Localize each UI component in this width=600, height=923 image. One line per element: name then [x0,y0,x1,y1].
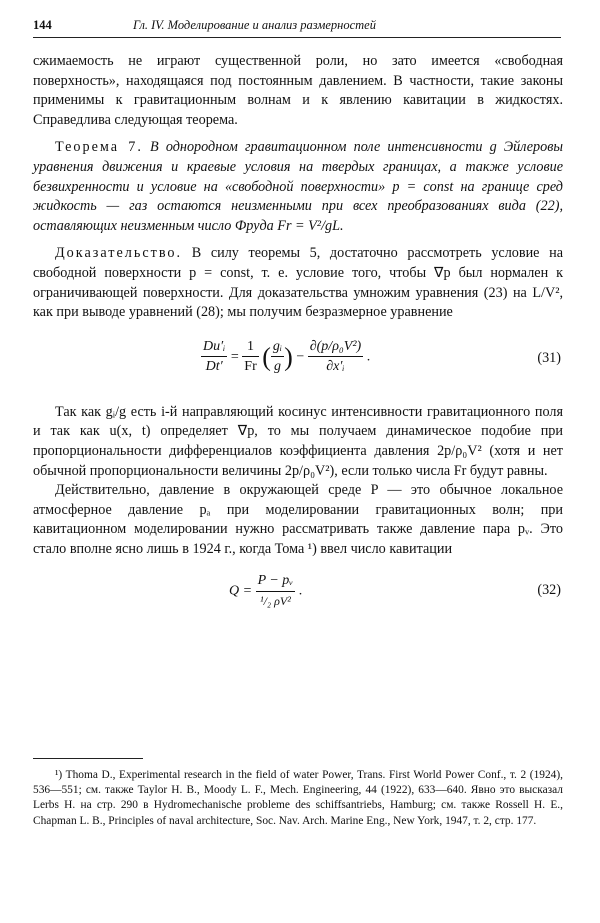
equation-number-32: (32) [537,582,561,599]
running-title: Гл. IV. Моделирование и анализ размерностей [133,18,376,32]
equation-32: Q = $\frac{\text{P − pᵥ}}{\text{¹/₂ ρV²}}$ . (32) [33,567,563,615]
eq31-pressure-denominator: ∂x′ᵢ [326,359,345,375]
eq31-pressure-numerator: ∂(p/ρ₀V²) [308,337,363,358]
proof-label: Доказательство. [55,245,183,262]
page-number: 144 [33,18,52,32]
running-header [33,18,561,38]
theorem-7 [33,138,563,236]
eq31-lhs-denominator: Dt′ [205,359,223,375]
eq31-g-numerator: gᵢ [271,337,284,358]
proof-text: В силу теоремы 5, достаточно рассмотреть условие на свободной поверхности p = const, т. е. условие того, чтобы ∇p был нормален к ограничивающей поверхности. Для доказательства умножим уравнения (23) на L/V², как при выводе уравнений (28); мы получим безразмерное уравнение [33,245,563,321]
eq32-lhs: Q = [229,583,253,599]
eq31-one: 1 [242,337,258,358]
theorem-text: В однородном гравитационном поле интенсивности g Эйлеровы уравнения движения и краевые условия на твердых границах, а также условие безвихренности и условие на «свободной поверхности» p = const на границе сред жидкость — газ остаются неизменными при всех преобразованиях вида (22), оставляющих неизменным число Фруда Fr = V²/gL. [33,139,563,234]
equation-number-31: (31) [537,349,561,366]
paragraph-intro: сжимаемость не играют существенной роли, но зато имеется «свободная поверхность», находящаяся под постоянным давлением. В частности, такие законы применимы к гравитационным волнам и к явлению кавитации в жидкостях. Справедлива следующая теорема. [33,53,563,128]
eq32-denominator: ¹/₂ ρV² [260,594,291,609]
main-text [33,52,563,619]
eq31-lhs-numerator: Du′ᵢ [201,337,227,358]
theorem-label: Теорема 7. [55,139,143,156]
eq31-g-denominator: g [274,359,282,375]
paragraph-similarity: Так как gᵢ/g есть i-й направляющий косинус интенсивности гравитационного поля и так как u(x, t) определяет ∇p, то мы получаем динамическое подобие при пропорциональности дифференциалов коэффициента давления 2p/ρ₀V² (хотя и нет обычной пропорциональности величины 2p/ρ₀V²), если только числа Fr будут равны. [33,403,563,479]
eq31-froude: Fr [244,359,257,375]
footnote: ¹) Thoma D., Experimental research in the field of water Power, Trans. First World Power Conf., т. 2 (1924), 536—551; см. также Taylor H. B., Moody L. F., Mech. Engineering, 44 (1922), 633—640. Явно это высказал Lerbs H. на стр. 290 в Hydromechanische probleme des schiffsantriebs, Hamburg; см. также Rossell H. E., Chapman L. B., Principles of naval architecture, Soc. Nav. Arch. Marine Eng., New York, 1947, т. 2, стр. 177. [33,769,563,827]
eq32-numerator: P − pᵥ [256,571,296,592]
paragraph-cavitation: Действительно, давление в окружающей среде P — это обычное локальное атмосферное давление pₐ при моделировании гравитационных волн; при кавитационном моделировании нужно рассматривать также давление пара pᵥ. Это стало вполне ясно лишь в 1924 г., когда Тома ¹) ввел число кавитации [33,482,563,557]
equation-31: $\frac{\text{Du′ᵢ}}{Dt'}$ = $\frac{1}{Fr}$ ( $\frac{\text{gᵢ}}{g}$ ) − $\frac{\text{∂(p/ρ₀V²)}}{\text{∂x′ᵢ}}$ . (31) [33,331,563,389]
proof [33,244,563,322]
footnote-rule [33,758,143,759]
